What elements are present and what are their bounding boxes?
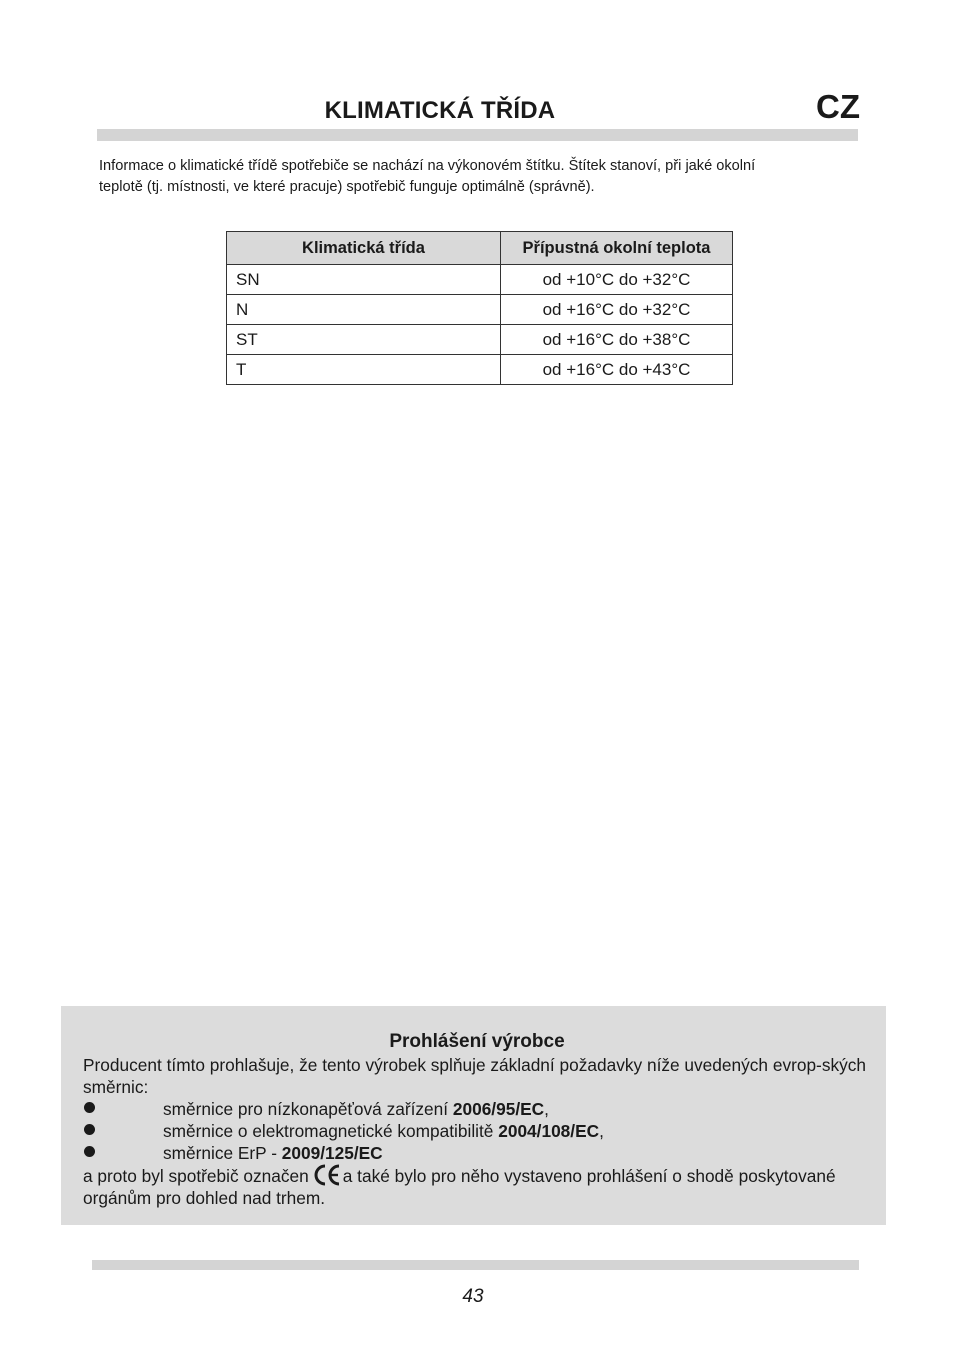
cell-class: T [227,355,501,385]
title-divider [97,129,858,141]
cell-class: N [227,295,501,325]
cell-temperature: od +10°C do +32°C [501,265,733,295]
column-header-class: Klimatická třída [227,232,501,265]
ce-mark-icon [313,1164,341,1186]
declaration-intro: Producent tímto prohlašuje, že tento výrobek splňuje základní požadavky níže uvedených evrop-ských směrnic: [83,1055,866,1097]
directive-item [83,1142,866,1164]
directive-text: směrnice pro nízkonapěťová zařízení 2006/95/EC, [163,1099,549,1119]
cell-temperature: od +16°C do +43°C [501,355,733,385]
directive-code: 2006/95/EC [452,1099,545,1119]
table-header-row [227,232,733,265]
bullet-icon [83,1120,163,1142]
directive-text: směrnice ErP - 2009/125/EC [163,1143,383,1163]
footer-divider [92,1260,859,1270]
declaration-heading: Prohlášení výrobce [389,1031,565,1052]
language-code: CZ [816,88,860,125]
table-row [227,295,733,325]
directive-item [83,1098,866,1120]
cell-class: ST [227,325,501,355]
intro-line: Informace o klimatické třídě spotřebiče se nachází na výkonovém štítku. Štítek stanoví, při jaké okolní [99,158,756,174]
cell-temperature: od +16°C do +32°C [501,295,733,325]
cell-class: SN [227,265,501,295]
declaration-outro: a proto byl spotřebič označen a také bylo pro něho vystaveno prohlášení o shodě poskytované orgánům pro dohled nad trhem. [83,1166,836,1208]
cell-temperature: od +16°C do +38°C [501,325,733,355]
table-row [227,325,733,355]
bullet-icon [83,1098,163,1120]
intro-line: teplotě (tj. místnosti, ve které pracuje) spotřebič funguje optimálně (správně). [99,179,595,195]
directive-text: směrnice o elektromagnetické kompatibilitě 2004/108/EC, [163,1121,604,1141]
page-number: 43 [462,1286,484,1307]
table-row [227,265,733,295]
directive-code: 2009/125/EC [281,1143,383,1163]
column-header-temperature: Přípustná okolní teplota [501,232,733,265]
intro-paragraph [99,156,849,198]
manufacturer-declaration-box [61,1006,886,1225]
directive-item [83,1120,866,1142]
bullet-icon [83,1142,163,1164]
climate-class-table [226,231,733,385]
page-title: KLIMATICKÁ TŘÍDA [324,97,556,124]
directive-code: 2004/108/EC [498,1121,600,1141]
table-row [227,355,733,385]
